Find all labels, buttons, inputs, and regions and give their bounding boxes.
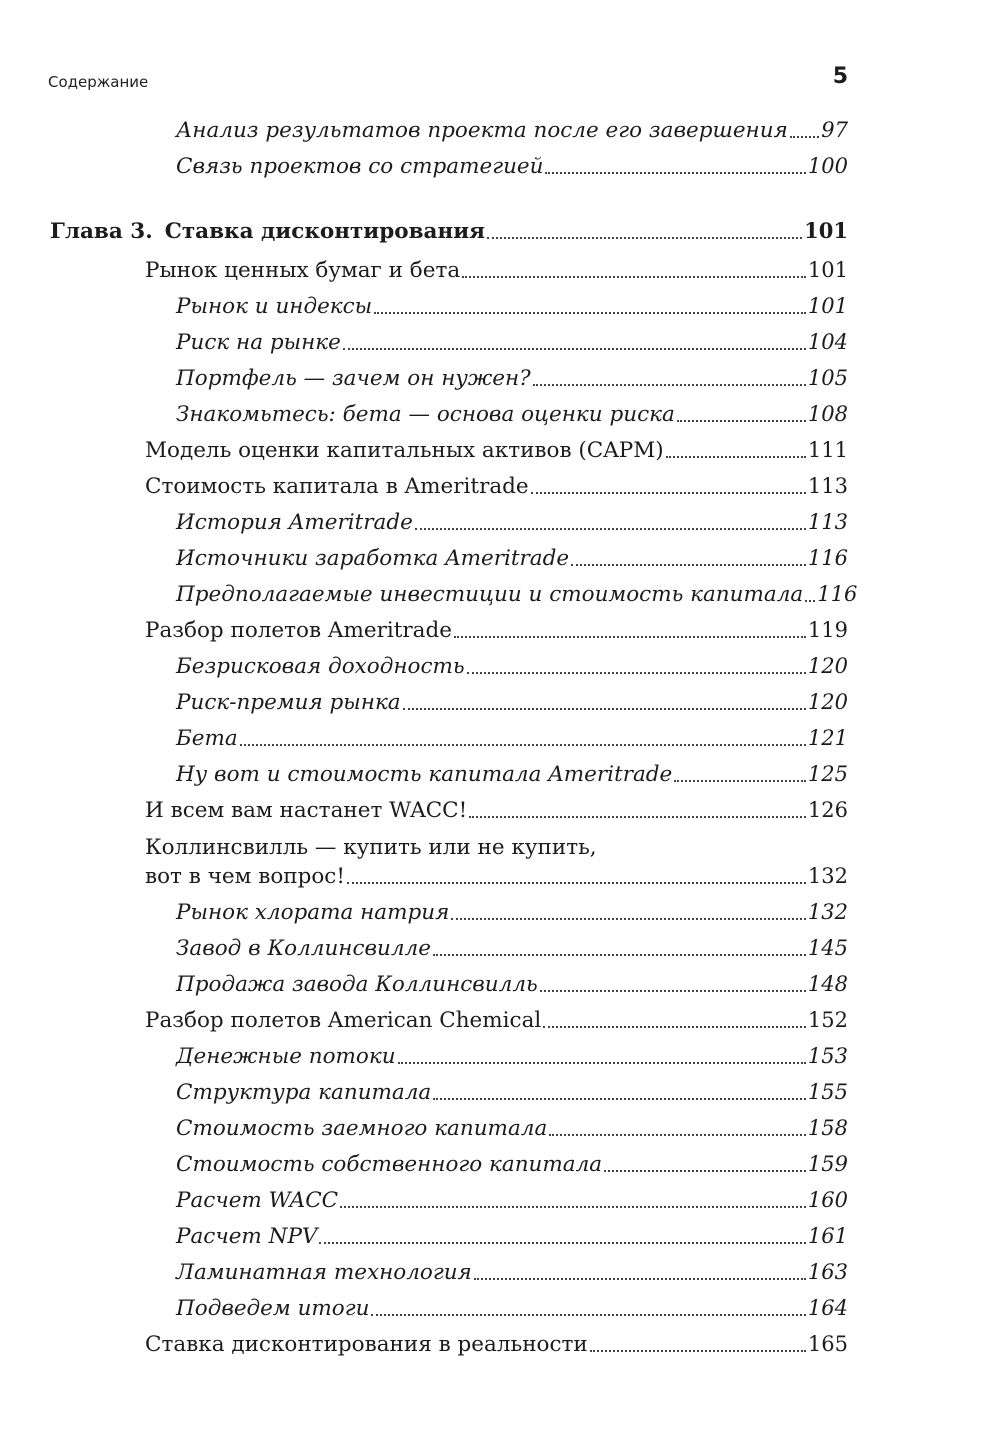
toc-entry-title: Завод в Коллинсвилле — [176, 936, 431, 961]
toc-entry-title: Подведем итоги — [176, 1296, 370, 1321]
toc-entry[interactable] — [145, 1005, 848, 1035]
dot-leader — [340, 1206, 806, 1208]
toc-entry[interactable] — [176, 651, 848, 681]
toc-entry-page: 101 — [807, 258, 848, 282]
toc-entry-page: 101 — [807, 294, 848, 318]
toc-entry-page: 159 — [807, 1152, 848, 1176]
toc-entry-title: Рынок ценных бумаг и бета — [145, 258, 461, 283]
toc-entry-title: Портфель — зачем он нужен? — [176, 366, 531, 391]
toc-entry-title: История Ameritrade — [176, 510, 413, 535]
dot-leader — [467, 672, 806, 674]
chapter-label: Глава 3. — [50, 219, 153, 244]
toc-entry-page: 145 — [807, 936, 848, 960]
toc-entry-title: Ставка дисконтирования в реальности — [145, 1332, 588, 1357]
toc-entry-title: Рынок хлората натрия — [176, 900, 450, 925]
toc-entry-title: Стоимость собственного капитала — [176, 1152, 603, 1177]
dot-leader — [347, 882, 806, 884]
toc-entry[interactable] — [176, 969, 848, 999]
toc-entry-page: 153 — [807, 1044, 848, 1068]
toc-entry-page: 126 — [807, 798, 848, 822]
toc-entry[interactable] — [176, 933, 848, 963]
toc-entry[interactable] — [176, 1149, 848, 1179]
toc-entry-page: 101 — [804, 218, 848, 243]
toc-entry[interactable] — [176, 291, 848, 321]
toc-entry[interactable] — [145, 1329, 848, 1359]
dot-leader — [398, 1062, 806, 1064]
toc-entry-page: 108 — [807, 402, 848, 426]
dot-leader — [590, 1350, 806, 1352]
toc-entry-title: Ламинатная технология — [176, 1260, 472, 1285]
chapter-title: Ставка дисконтирования — [164, 219, 486, 244]
toc-entry-title — [50, 217, 485, 247]
dot-leader — [433, 1098, 806, 1100]
dot-leader — [549, 1134, 806, 1136]
toc-entry-title: Предполагаемые инвестиции и стоимость капитала — [176, 582, 804, 607]
toc-entry[interactable] — [176, 687, 848, 717]
toc-entry[interactable] — [176, 759, 848, 789]
toc-entry-page: 148 — [807, 972, 848, 996]
toc-entry-page: 105 — [807, 366, 848, 390]
toc-entry-title: Стоимость заемного капитала — [176, 1116, 548, 1141]
toc-entry-page: 104 — [807, 330, 848, 354]
toc-entry-page: 113 — [807, 510, 848, 534]
toc-entry-page: 120 — [807, 690, 848, 714]
dot-leader — [533, 384, 806, 386]
toc-entry-title: Безрисковая доходность — [176, 654, 465, 679]
dot-leader — [403, 708, 806, 710]
toc-entry-page: 121 — [807, 726, 848, 750]
toc-entry[interactable] — [176, 1293, 848, 1323]
page-number: 5 — [832, 64, 848, 89]
toc-entry-title: Связь проектов со стратегией — [176, 154, 544, 179]
toc-entry-page: 132 — [807, 900, 848, 924]
toc-entry-title: Разбор полетов American Chemical — [145, 1008, 542, 1033]
dot-leader — [540, 990, 806, 992]
toc-entry[interactable] — [145, 615, 848, 645]
dot-leader — [240, 744, 806, 746]
toc-entry-title: Риск на рынке — [176, 330, 341, 355]
toc-entry[interactable] — [145, 795, 848, 825]
dot-leader — [343, 348, 806, 350]
toc-entry[interactable] — [176, 579, 858, 609]
toc-entry-title: Продажа завода Коллинсвилль — [176, 972, 538, 997]
toc-entry[interactable] — [145, 471, 848, 501]
dot-leader — [805, 600, 815, 602]
dot-leader — [604, 1170, 806, 1172]
dot-leader — [543, 1026, 806, 1028]
toc-entry-title: Ну вот и стоимость капитала Ameritrade — [176, 762, 673, 787]
toc-entry[interactable] — [176, 363, 848, 393]
toc-entry-page: 152 — [807, 1008, 848, 1032]
dot-leader — [451, 918, 806, 920]
toc-entry[interactable] — [145, 255, 848, 285]
toc-entry[interactable] — [176, 1257, 848, 1287]
toc-entry-title: Рынок и индексы — [176, 294, 373, 319]
toc-entry[interactable] — [176, 1185, 848, 1215]
toc-entry[interactable] — [176, 115, 848, 145]
toc-entry-title: Анализ результатов проекта после его завершения — [176, 118, 788, 143]
toc-entry-title: Денежные потоки — [176, 1044, 396, 1069]
toc-entry[interactable] — [145, 861, 848, 891]
toc-entry-page: 111 — [807, 438, 848, 462]
dot-leader — [415, 528, 806, 530]
toc-entry-title: Риск-премия рынка — [176, 690, 401, 715]
toc-entry[interactable] — [176, 1113, 848, 1143]
toc-entry-page: 132 — [807, 864, 848, 888]
toc-entry[interactable] — [176, 507, 848, 537]
dot-leader — [469, 816, 806, 818]
toc-entry-title: вот в чем вопрос! — [145, 864, 345, 889]
toc-entry-page: 119 — [807, 618, 848, 642]
toc-entry[interactable] — [176, 399, 848, 429]
dot-leader — [545, 172, 805, 174]
toc-entry-title: Расчет WACC — [176, 1188, 339, 1213]
dot-leader — [790, 136, 819, 138]
toc-entry-page: 120 — [807, 654, 848, 678]
toc-chapter[interactable] — [50, 216, 848, 246]
dot-leader — [571, 564, 806, 566]
toc-entry[interactable] — [176, 1077, 848, 1107]
toc-entry-page: 160 — [807, 1188, 848, 1212]
toc-entry-title: Разбор полетов Ameritrade — [145, 618, 452, 643]
toc-entry-page: 155 — [807, 1080, 848, 1104]
toc-entry-page: 116 — [807, 546, 848, 570]
toc-entry-title: Расчет NPV — [176, 1224, 318, 1249]
toc-entry-page: 100 — [807, 154, 848, 178]
running-title: Содержание — [48, 73, 149, 91]
toc-entry[interactable] — [176, 151, 848, 181]
toc-entry[interactable] — [145, 435, 848, 465]
toc-entry[interactable] — [176, 897, 848, 927]
toc-entry-title: Источники заработка Ameritrade — [176, 546, 570, 571]
toc-entry-page: 125 — [807, 762, 848, 786]
toc-entry[interactable] — [176, 1041, 848, 1071]
dot-leader — [371, 1314, 805, 1316]
toc-entry-page: 97 — [821, 118, 848, 142]
dot-leader — [666, 456, 806, 458]
toc-entry-page: 165 — [807, 1332, 848, 1356]
toc-entry-first-line: Коллинсвилль — купить или не купить, — [145, 835, 597, 860]
toc-entry[interactable] — [176, 723, 848, 753]
dot-leader — [433, 954, 806, 956]
dot-leader — [374, 312, 806, 314]
toc-entry-page: 164 — [807, 1296, 848, 1320]
dot-leader — [677, 420, 806, 422]
toc-entry[interactable] — [176, 327, 848, 357]
dot-leader — [319, 1242, 805, 1244]
toc-entry-title: Стоимость капитала в Ameritrade — [145, 474, 529, 499]
dot-leader — [454, 636, 806, 638]
toc-entry-title: Знакомьтесь: бета — основа оценки риска — [176, 402, 675, 427]
toc-entry-title: И всем вам настанет WACC! — [145, 798, 468, 823]
toc-entry-page: 161 — [807, 1224, 848, 1248]
dot-leader — [487, 237, 802, 239]
toc-entry-page: 116 — [817, 582, 858, 606]
toc-entry-title: Структура капитала — [176, 1080, 432, 1105]
toc-entry-page: 163 — [807, 1260, 848, 1284]
dot-leader — [462, 276, 806, 278]
toc-entry-page: 158 — [807, 1116, 848, 1140]
dot-leader — [674, 780, 806, 782]
toc-entry-title: Модель оценки капитальных активов (CAPM) — [145, 438, 664, 463]
toc-entry[interactable] — [176, 543, 848, 573]
dot-leader — [531, 492, 806, 494]
dot-leader — [474, 1278, 806, 1280]
toc-entry[interactable] — [176, 1221, 848, 1251]
toc-entry-title: Бета — [176, 726, 238, 751]
toc-entry-page: 113 — [807, 474, 848, 498]
